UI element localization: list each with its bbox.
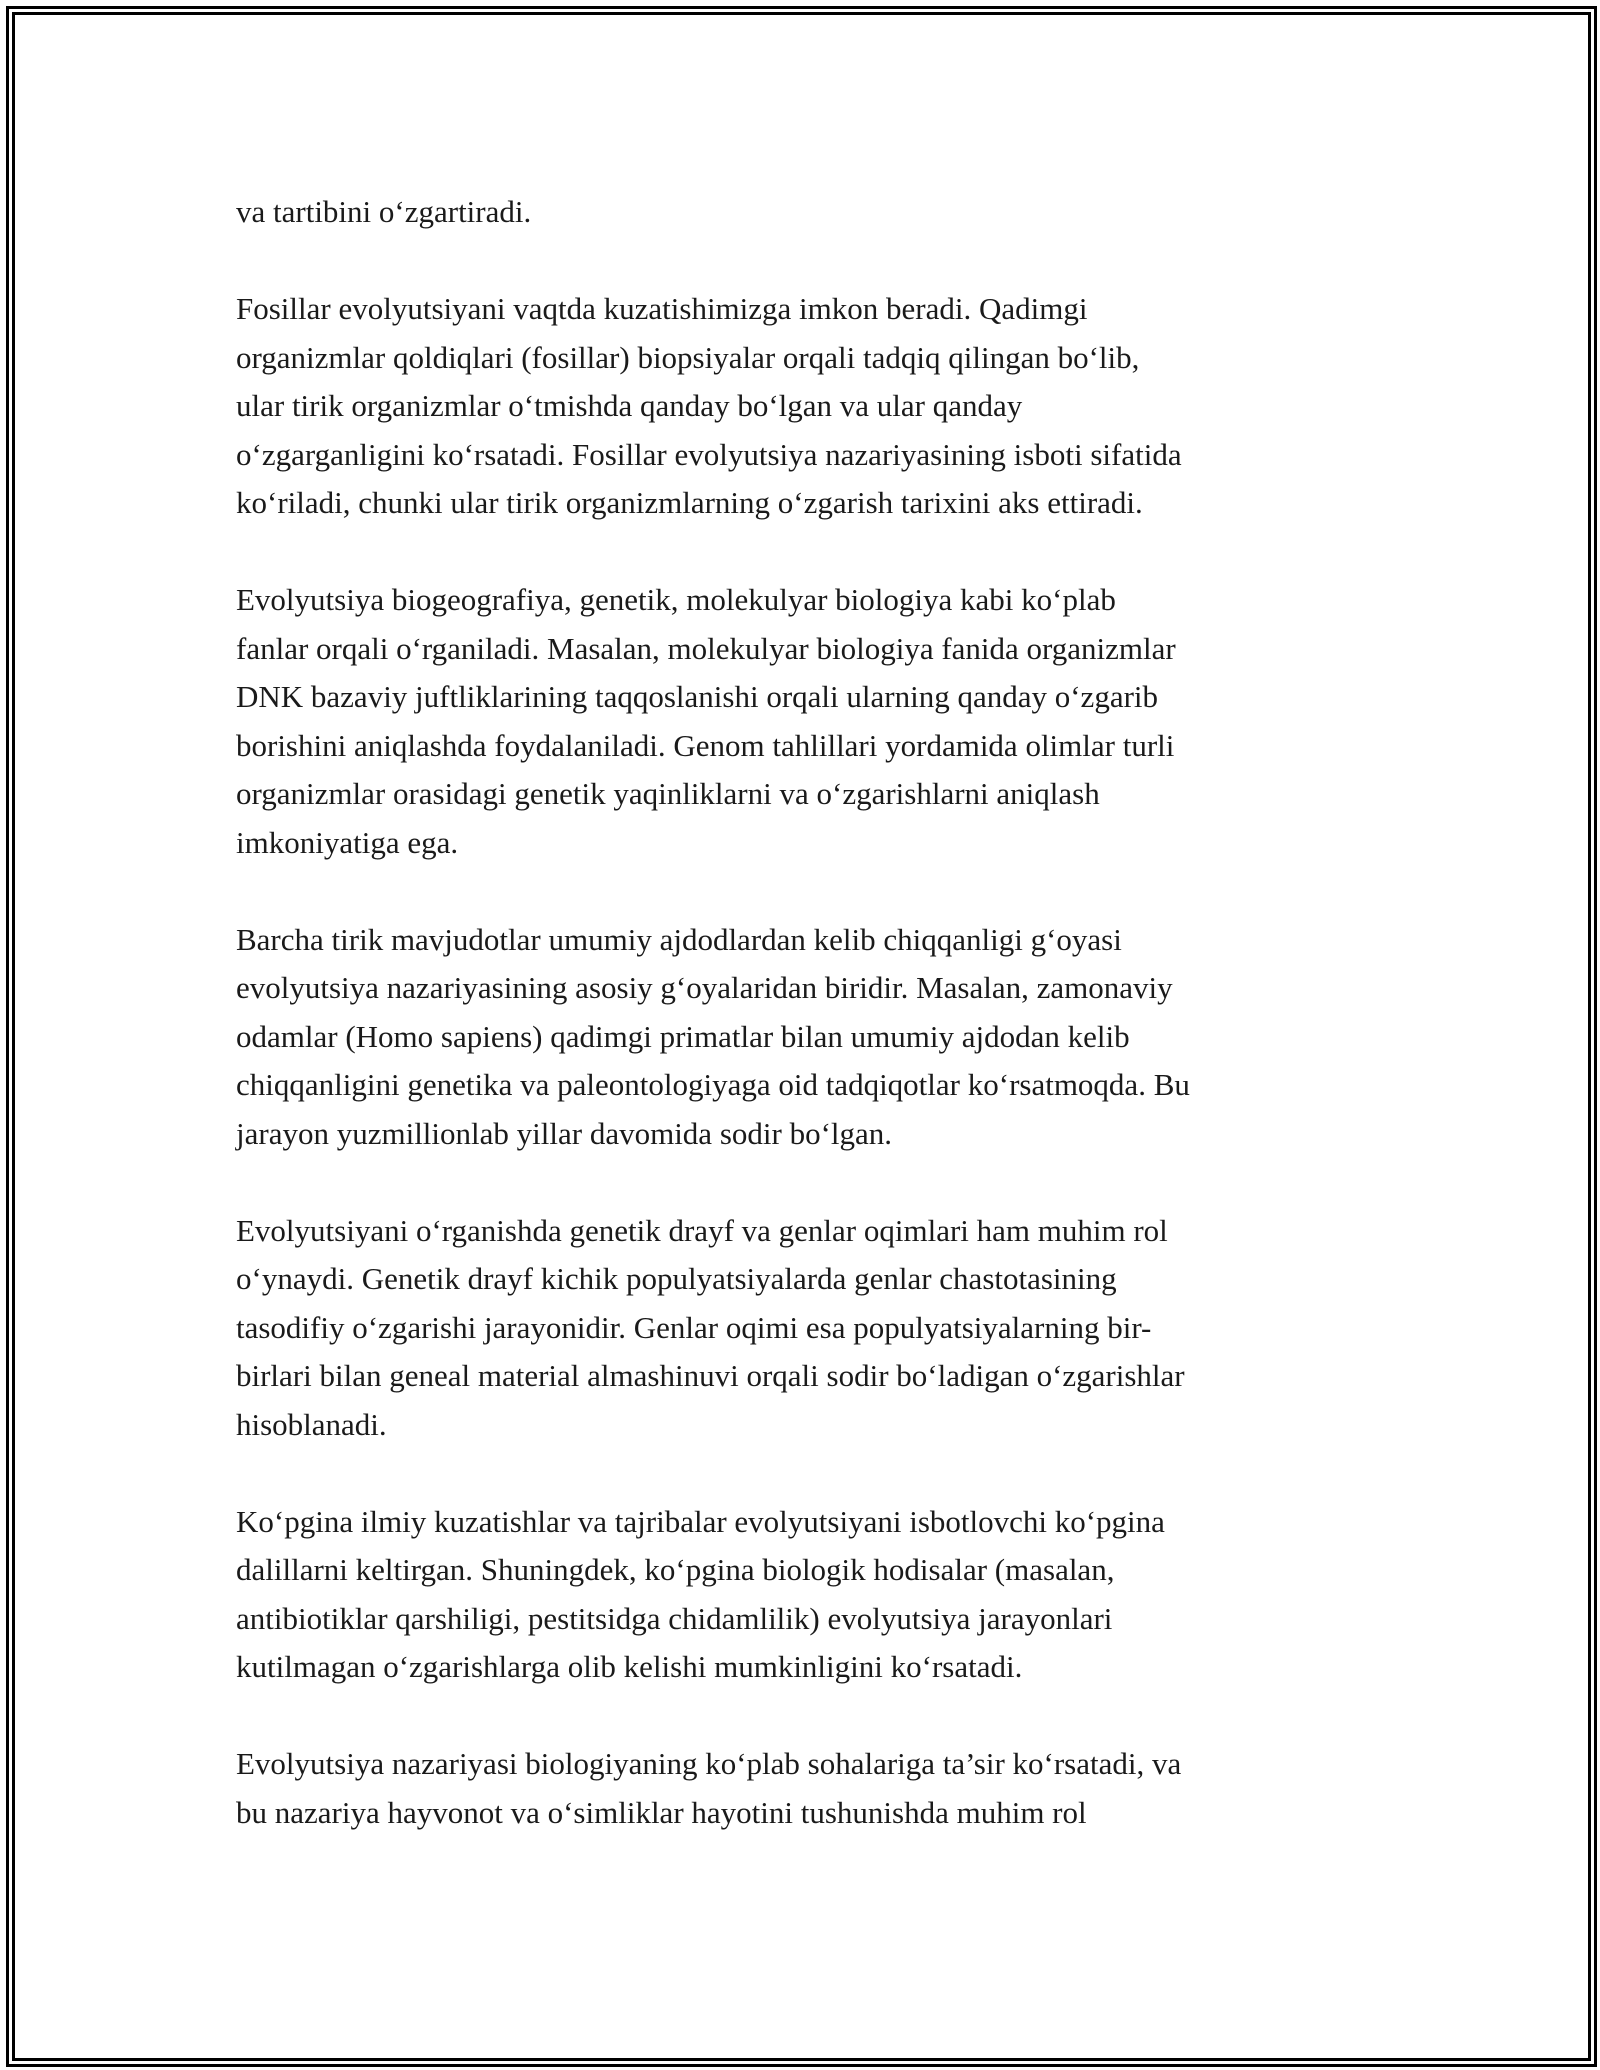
- text-line: birlari bilan geneal material almashinuvi orqali sodir bo‘ladigan o‘zgarishlar: [236, 1358, 1185, 1393]
- text-line: DNK bazaviy juftliklarining taqqoslanishi orqali ularning qanday o‘zgarib: [236, 679, 1159, 714]
- page-body: [236, 188, 1384, 1886]
- text-line: imkoniyatiga ega.: [236, 824, 459, 860]
- text-line: organizmlar orasidagi genetik yaqinliklarni va o‘zgarishlarni aniqlash: [236, 776, 1100, 811]
- text-line: bu nazariya hayvonot va o‘simliklar hayotini tushunishda muhim rol: [236, 1794, 1087, 1830]
- paragraph: [236, 916, 1384, 1159]
- text-line: odamlar (Homo sapiens) qadimgi primatlar bilan umumiy ajdodan kelib: [236, 1018, 1130, 1054]
- text-line: fanlar orqali o‘rganiladi. Masalan, molekulyar biologiya fanida organizmlar: [236, 630, 1176, 666]
- text-line: Barcha tirik mavjudotlar umumiy ajdodlardan kelib chiqqanligi g‘oyasi: [236, 921, 1122, 957]
- text-line: o‘zgarganligini ko‘rsatadi. Fosillar evolyutsiya nazariyasining isboti sifatida: [236, 436, 1182, 472]
- paragraph: [236, 576, 1384, 867]
- text-line: evolyutsiya nazariyasining asosiy g‘oyalaridan biridir. Masalan, zamonaviy: [236, 970, 1173, 1005]
- text-line: va tartibini o‘zgartiradi.: [236, 194, 532, 229]
- text-line: Evolyutsiyani o‘rganishda genetik drayf va genlar oqimlari ham muhim rol: [236, 1212, 1168, 1248]
- text-line: dalillarni keltirgan. Shuningdek, ko‘pgina biologik hodisalar (masalan,: [236, 1552, 1115, 1587]
- paragraph: [236, 285, 1384, 528]
- text-line: chiqqanligini genetika va paleontologiyaga oid tadqiqotlar ko‘rsatmoqda. Bu: [236, 1067, 1190, 1102]
- text-line: o‘ynaydi. Genetik drayf kichik populyatsiyalarda genlar chastotasining: [236, 1261, 1117, 1296]
- text-line: Fosillar evolyutsiyani vaqtda kuzatishimizga imkon beradi. Qadimgi: [236, 291, 1088, 326]
- paragraph: [236, 1498, 1384, 1692]
- text-line: ular tirik organizmlar o‘tmishda qanday bo‘lgan va ular qanday: [236, 388, 1023, 423]
- text-line: tasodifiy o‘zgarishi jarayonidir. Genlar oqimi esa populyatsiyalarning bir-: [236, 1309, 1152, 1345]
- text-line: jarayon yuzmillionlab yillar davomida sodir bo‘lgan.: [236, 1115, 893, 1151]
- text-line: borishini aniqlashda foydalaniladi. Genom tahlillari yordamida olimlar turli: [236, 727, 1175, 763]
- text-line: ko‘riladi, chunki ular tirik organizmlarning o‘zgarish tarixini aks ettiradi.: [236, 485, 1143, 520]
- text-line: antibiotiklar qarshiligi, pestitsidga chidamlilik) evolyutsiya jarayonlari: [236, 1600, 1113, 1636]
- text-line: kutilmagan o‘zgarishlarga olib kelishi mumkinligini ko‘rsatadi.: [236, 1649, 1023, 1684]
- paragraph: [236, 1207, 1384, 1450]
- text-line: Evolyutsiya nazariyasi biologiyaning ko‘plab sohalariga ta’sir ko‘rsatadi, va: [236, 1746, 1182, 1781]
- text-line: hisoblanadi.: [236, 1406, 387, 1442]
- text-line: Evolyutsiya biogeografiya, genetik, molekulyar biologiya kabi ko‘plab: [236, 582, 1116, 617]
- text-line: Ko‘pgina ilmiy kuzatishlar va tajribalar evolyutsiyani isbotlovchi ko‘pgina: [236, 1503, 1165, 1539]
- text-line: organizmlar qoldiqlari (fosillar) biopsiyalar orqali tadqiq qilingan bo‘lib,: [236, 339, 1140, 375]
- paragraph: [236, 1740, 1384, 1837]
- paragraph: [236, 188, 1384, 237]
